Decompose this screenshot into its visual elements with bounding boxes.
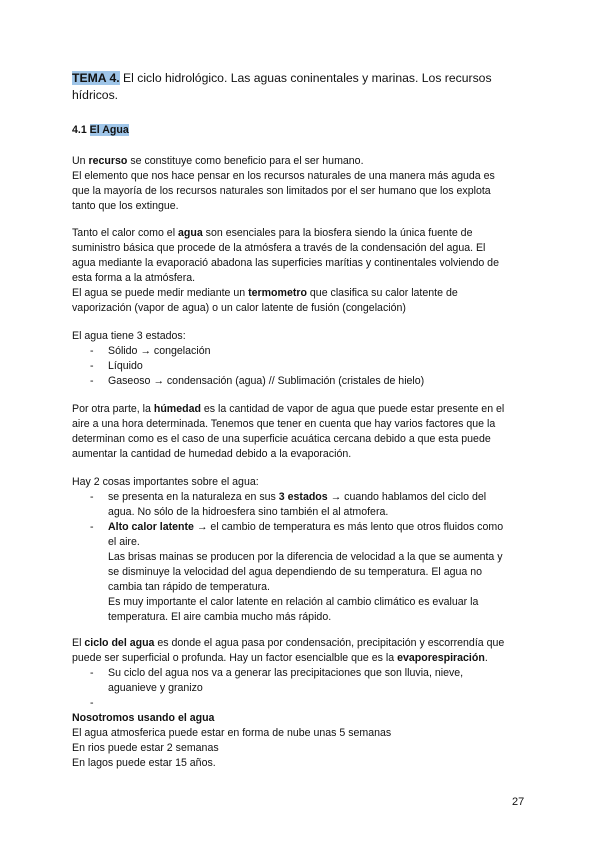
text-line: En rios puede estar 2 semanas [72, 742, 219, 754]
term-recurso: recurso [88, 155, 128, 167]
text: Por otra parte, la [72, 403, 154, 415]
text-line: Las brisas mainas se producen por la diferencia de velocidad a la que se aumenta y [108, 551, 503, 563]
paragraph-agua [72, 226, 532, 316]
list-item: - Sólido → congelación [72, 344, 532, 359]
text-line: aire a una hora determinada. Tenemos que tener en cuenta que hay varios factores que la [72, 418, 496, 430]
paragraph-ciclo-del-agua [72, 636, 532, 711]
text: → el cambio de temperatura es más lento que otros fluidos como [193, 521, 504, 533]
text-line: Hay 2 cosas importantes sobre el agua: [72, 476, 259, 488]
paragraph-recurso [72, 154, 532, 214]
paragraph-estados [72, 329, 532, 389]
chapter-title [72, 70, 532, 104]
term-3-estados: 3 estados [278, 491, 328, 503]
text-line: se disminuye la velocidad del agua dependiendo de su temperatura. El agua no [108, 566, 482, 578]
text-line: El agua atmosferica puede estar en forma de nube unas 5 semanas [72, 727, 392, 739]
text-line: agua mediante la evaporació abadona las superficies marítias y continentales volviendo de [72, 257, 499, 269]
list-item [72, 666, 532, 696]
paragraph-usando-agua [72, 711, 532, 771]
text-line: - Su ciclo del agua nos va a generar las precipitaciones que son lluvia, nieve, [108, 667, 464, 679]
text-line: agua. No sólo de la hidroesfera sino también el al atmofera. [108, 506, 389, 518]
list-item [72, 490, 532, 520]
text: es donde el agua pasa por condensación, precipitación y escorrendía que [154, 637, 505, 649]
text-line: Es muy importante el calor latente en relación al cambio climático es evaluar la [108, 596, 479, 608]
term-ciclo-del-agua: ciclo del agua [84, 637, 155, 649]
states-list [72, 344, 532, 389]
text: se constituye como beneficio para el ser humano. [127, 155, 364, 167]
text-line: El agua tiene 3 estados: [72, 330, 186, 342]
chapter-title-line2: hídricos. [72, 88, 119, 102]
text-line: que la mayoría de los recursos naturales son limitados por el ser humano que los explota [72, 185, 491, 197]
text-line: tanto que los extingue. [72, 200, 179, 212]
term-humedad: húmedad [153, 403, 201, 415]
chapter-label: TEMA 4. [72, 71, 120, 85]
term-evaporespiracion: evaporespiración [397, 652, 485, 664]
text-line: temperatura. El aire cambia mucho más rápido. [108, 611, 332, 623]
text-line: aguanieve y granizo [108, 682, 203, 694]
subheading: Nosotromos usando el agua [72, 712, 215, 724]
ciclo-list [72, 666, 532, 711]
text-line: El elemento que nos hace pensar en los recursos naturales de una manera más aguda es [72, 170, 495, 182]
text: El agua se puede medir mediante un [72, 287, 249, 299]
text-line: suministro básica que procede de la atmósfera a través de la condensación del agua. El [72, 242, 486, 254]
text: puede ser superficial o profunda. Hay un factor esencialble que es la [72, 652, 398, 664]
text-line: el aire. [108, 536, 140, 548]
list-item: - Gaseoso → condensación (agua) // Sublimación (cristales de hielo) [72, 374, 532, 389]
term-agua: agua [178, 227, 203, 239]
text: que clasifica su calor latente de [306, 287, 458, 299]
section-number: 4.1 [72, 124, 90, 136]
paragraph-cosas-importantes [72, 475, 532, 625]
chapter-title-text: El ciclo hidrológico. Las aguas coninentales y marinas. Los recursos [119, 71, 492, 85]
text-line: esta forma a la atmósfera. [72, 272, 196, 284]
term-alto-calor-latente: Alto calor latente [108, 521, 194, 533]
text: → cuando hablamos del ciclo del [327, 491, 487, 503]
text: . [484, 652, 488, 664]
text: es la cantidad de vapor de agua que puede estar presente en el [200, 403, 505, 415]
text-line: aumentar la cantidad de humedad debido a la evaporación. [72, 448, 352, 460]
term-termometro: termometro [248, 287, 307, 299]
text-line: En lagos puede estar 15 años. [72, 757, 216, 769]
section-title: El Agua [89, 124, 129, 136]
list-item-empty [72, 696, 532, 711]
page-number: 27 [512, 796, 525, 808]
text-line: determinan como es el caso de una superficie acuática cercana debido a que esta puede [72, 433, 491, 445]
section-heading [72, 124, 129, 136]
important-list [72, 490, 532, 625]
text-line: vaporización (vapor de agua) o un calor latente de fusión (congelación) [72, 302, 406, 314]
text-line: cambia tan rápido de temperatura. [108, 581, 270, 593]
text: son esenciales para la biosfera siendo la única fuente de [202, 227, 473, 239]
text: El [72, 637, 85, 649]
text: se presenta en la naturaleza en sus [108, 491, 279, 503]
paragraph-humedad [72, 402, 532, 462]
text: Un [72, 155, 89, 167]
text: Tanto el calor como el [72, 227, 178, 239]
list-item [72, 520, 532, 625]
list-item: - Líquido [72, 359, 532, 374]
